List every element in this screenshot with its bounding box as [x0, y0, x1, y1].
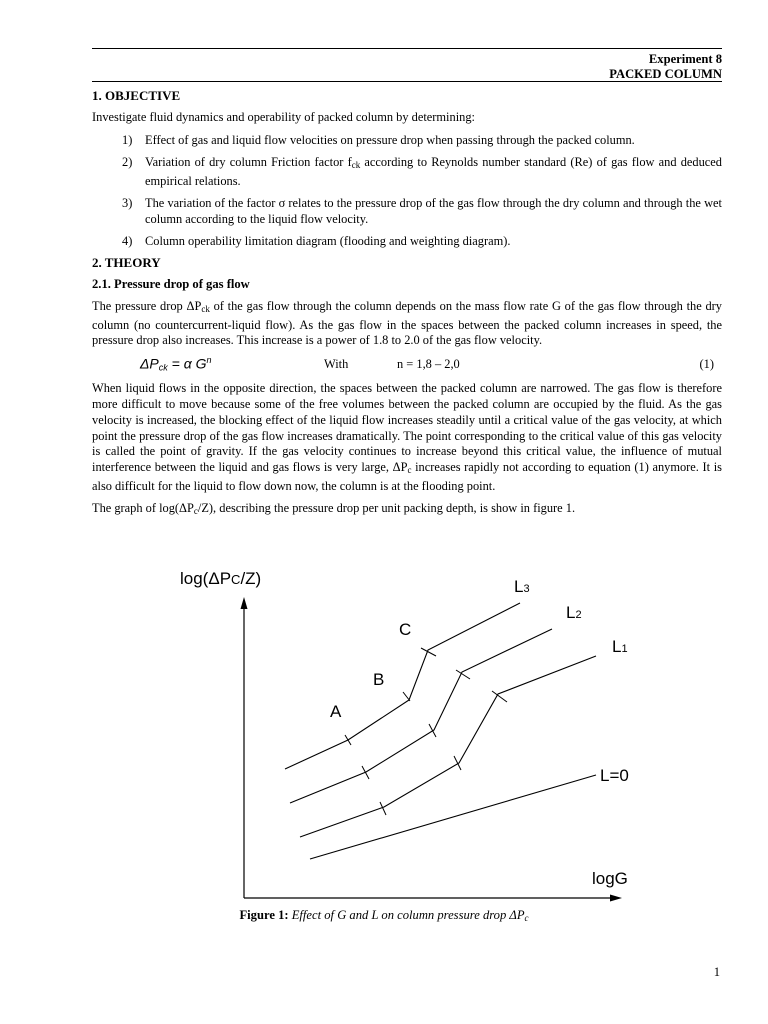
list-item-number: 3): [122, 195, 133, 210]
list-item-text: The variation of the factor σ relates to the pressure drop of the gas flow through the dry column and through the wet column according to the liquid flow velocity.: [145, 195, 722, 226]
caption-text-main: Effect of G and L on column pressure drop ΔP: [288, 908, 525, 922]
curve-l3-tick-a: [345, 735, 351, 745]
list-item-number: 4): [122, 233, 133, 248]
paragraph-text: of the gas flow through the column depends on the mass flow rate G of the gas flow through the dry column (no countercurrent-liquid flow). As the gas flow in the spaces between the packed column increases in speed, the pressure drop also increases. This increase is a power of 1.8 to 2.0 of the gas flow velocity.: [92, 298, 722, 348]
objective-heading: 1. OBJECTIVE: [92, 88, 181, 103]
point-label-c: C: [399, 620, 412, 639]
paragraph-text: When liquid flows in the opposite direction, the spaces between the packed column are narrowed. The gas flow is therefore more difficult to move because some of the free volumes between the packed column are occupied by the fluid. As the gas velocity is increased, the blocking effect of the liquid flow increases steadily until a critical value of the gas velocity, at which point the pressure drop of the gas flow increases dramatically. The point corresponding to the critical value of this gas velocity is called the point of gravity. If the gas velocity continues to increase beyond this critical value, the influence of mutual interference between the liquid and gas flows is very large, ΔP: [92, 381, 722, 475]
experiment-number: Experiment 8: [648, 52, 722, 66]
equation-number: (1): [699, 357, 714, 372]
list-item-text: Column operability limitation diagram (flooding and weighting diagram).: [145, 233, 511, 248]
x-axis-label: logG: [592, 869, 628, 888]
objective-intro: Investigate fluid dynamics and operability of packed column by determining:: [92, 110, 475, 124]
paragraph-text: increases rapidly not according to equation (1) anymore. It is also difficult for the liquid to flow down now, the column is at the flooding point.: [92, 460, 722, 493]
theory-heading: 2. THEORY: [92, 254, 161, 270]
equation-exponent: n: [206, 355, 212, 366]
equation-subscript: ck: [158, 362, 168, 373]
equation-n-range: n = 1,8 – 2,0: [397, 357, 460, 372]
paragraph-text: The graph of log(ΔP: [92, 500, 194, 515]
list-item-number: 1): [122, 132, 133, 147]
y-axis-arrow-icon: [241, 597, 248, 609]
caption-text: [289, 908, 529, 922]
equation-text: ΔP: [140, 355, 159, 372]
point-label-b: B: [373, 670, 385, 689]
curve-l1: [300, 656, 596, 837]
curve-label-l2: L2: [566, 603, 582, 622]
curve-l2-tick-b: [429, 724, 436, 737]
paragraph-text: The pressure drop ΔP: [92, 298, 202, 313]
curve-label-l1: L1: [612, 637, 628, 656]
equation-text: = α G: [167, 355, 207, 372]
theory-subheading: 2.1. Pressure drop of gas flow: [92, 276, 250, 291]
subscript: ck: [201, 303, 210, 314]
list-item-text: Effect of gas and liquid flow velocities on pressure drop when passing through the packed column.: [145, 132, 635, 147]
curve-l2-tick-a: [362, 766, 369, 779]
page-number: 1: [713, 965, 720, 979]
point-label-a: A: [330, 702, 342, 721]
curve-l0: [310, 775, 596, 859]
list-item-text-b: according to Reynolds number standard (Re) of gas flow and deduced empirical relations.: [145, 154, 722, 188]
subscript: c: [193, 505, 198, 516]
equation-with: With: [324, 357, 349, 372]
friction-factor-subscript: ck: [351, 159, 361, 170]
curve-l3-tick-b: [403, 692, 410, 701]
list-item-text-a: Variation of dry column Friction factor f: [145, 154, 352, 169]
curve-label-l3: L3: [514, 577, 530, 596]
caption-subscript: c: [524, 913, 529, 923]
paragraph-text: /Z), describing the pressure drop per unit packing depth, is show in figure 1.: [197, 500, 576, 515]
caption-label: Figure 1:: [239, 908, 289, 922]
x-axis-arrow-icon: [610, 895, 622, 902]
subscript: c: [407, 465, 412, 476]
curve-l1-tick-b: [454, 756, 461, 770]
list-item-number: 2): [122, 154, 133, 169]
experiment-title: PACKED COLUMN: [609, 66, 722, 81]
curve-label-l0: L=0: [600, 766, 629, 785]
y-axis-label: log(ΔPC/Z): [180, 569, 262, 588]
figure-caption: [0, 908, 768, 923]
